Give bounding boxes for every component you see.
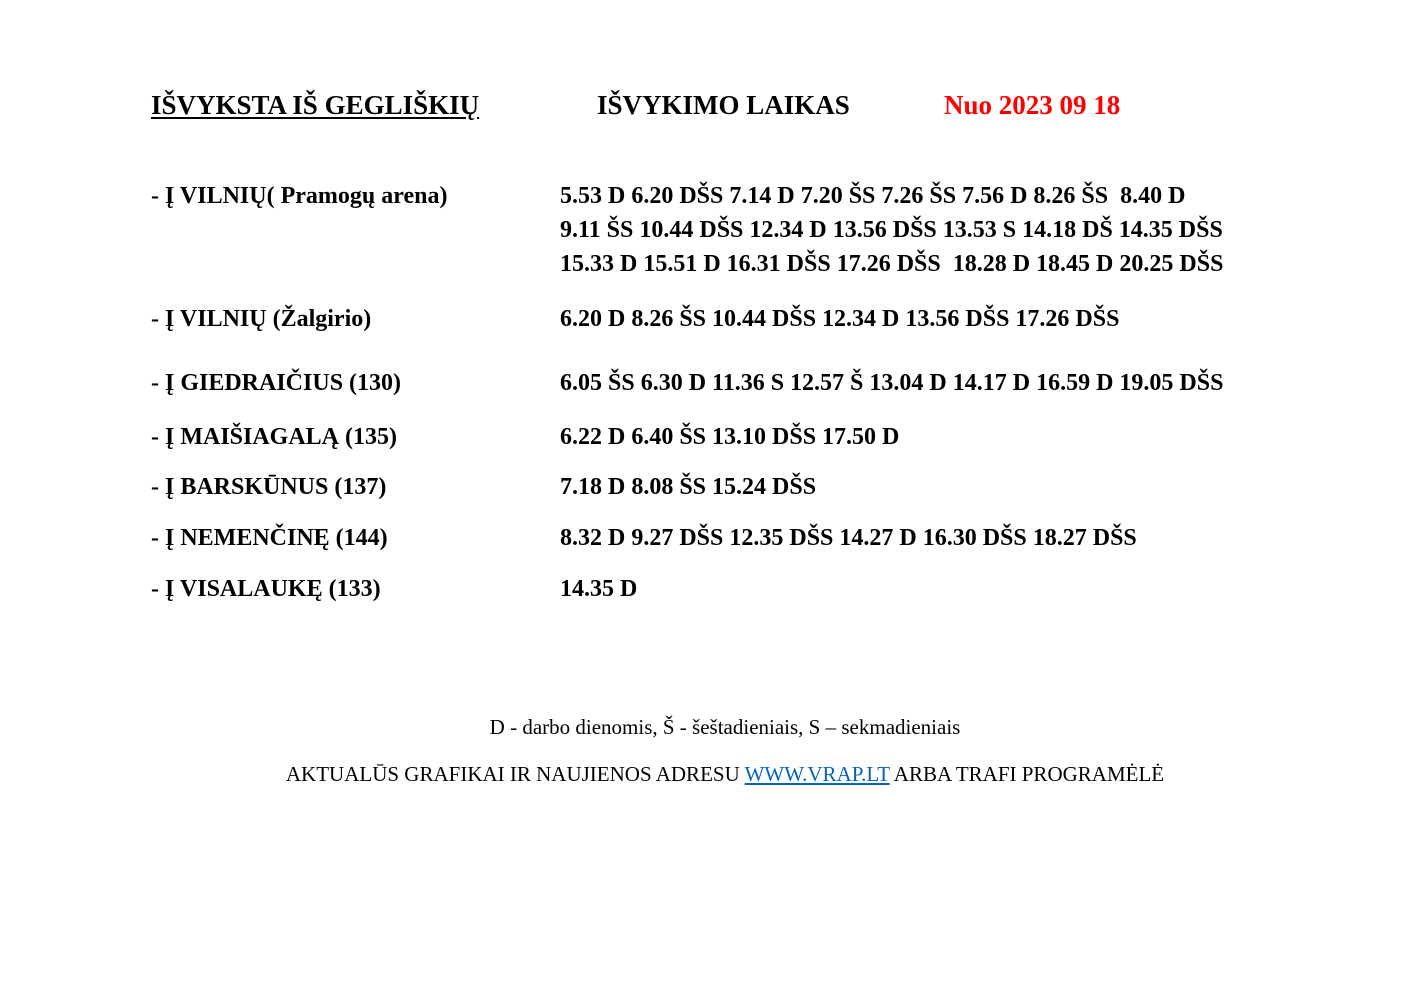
route-times <box>560 302 1340 336</box>
departure-station-title: IŠVYKSTA IŠ GEGLIŠKIŲ <box>151 90 480 120</box>
route-destination: - Į GIEDRAIČIUS (130) <box>151 370 402 396</box>
route-times <box>560 572 1340 606</box>
route-times-line: 9.11 ŠS 10.44 DŠS 12.34 D 13.56 DŠS 13.53 S 14.18 DŠ 14.35 DŠS <box>560 217 1223 243</box>
route-times <box>560 521 1340 555</box>
info-line <box>0 762 1403 787</box>
route-times-line: 14.35 D <box>560 576 638 602</box>
route-destination: - Į VILNIŲ (Žalgirio) <box>151 306 372 332</box>
legend-text: D - darbo dienomis, Š - šeštadieniais, S – sekmadieniais <box>489 715 961 739</box>
valid-from-date: Nuo 2023 09 18 <box>944 90 1121 120</box>
route-times-line: 6.20 D 8.26 ŠS 10.44 DŠS 12.34 D 13.56 DŠS 17.26 DŠS <box>560 306 1120 332</box>
route-destination: - Į BARSKŪNUS (137) <box>151 474 387 500</box>
info-text-before: AKTUALŪS GRAFIKAI IR NAUJIENOS ADRESU <box>285 762 745 786</box>
info-text-after: ARBA TRAFI PROGRAMĖLĖ <box>889 762 1165 786</box>
route-times-line: 8.32 D 9.27 DŠS 12.35 DŠS 14.27 D 16.30 DŠS 18.27 DŠS <box>560 525 1137 551</box>
route-destination: - Į VISALAUKĘ (133) <box>151 576 381 602</box>
route-times-line: 7.18 D 8.08 ŠS 15.24 DŠS <box>560 474 817 500</box>
route-times <box>560 470 1340 504</box>
route-times-line: 5.53 D 6.20 DŠS 7.14 D 7.20 ŠS 7.26 ŠS 7.56 D 8.26 ŠS 8.40 D <box>560 183 1186 209</box>
route-destination: - Į NEMENČINĘ (144) <box>151 525 388 551</box>
route-times <box>560 420 1340 454</box>
route-times <box>560 366 1340 400</box>
route-destination: - Į MAIŠIAGALĄ (135) <box>151 424 397 450</box>
route-times-line: 6.05 ŠS 6.30 D 11.36 S 12.57 Š 13.04 D 14.17 D 16.59 D 19.05 DŠS <box>560 370 1224 396</box>
route-times-line: 6.22 D 6.40 ŠS 13.10 DŠS 17.50 D <box>560 424 900 450</box>
schedule-header <box>0 90 1403 130</box>
route-destination: - Į VILNIŲ( Pramogų arena) <box>151 183 448 209</box>
departure-time-title: IŠVYKIMO LAIKAS <box>597 90 850 120</box>
website-link[interactable]: WWW.VRAP.LT <box>744 762 890 786</box>
route-times <box>560 179 1340 281</box>
route-times-line: 15.33 D 15.51 D 16.31 DŠS 17.26 DŠS 18.28 D 18.45 D 20.25 DŠS <box>560 251 1224 277</box>
